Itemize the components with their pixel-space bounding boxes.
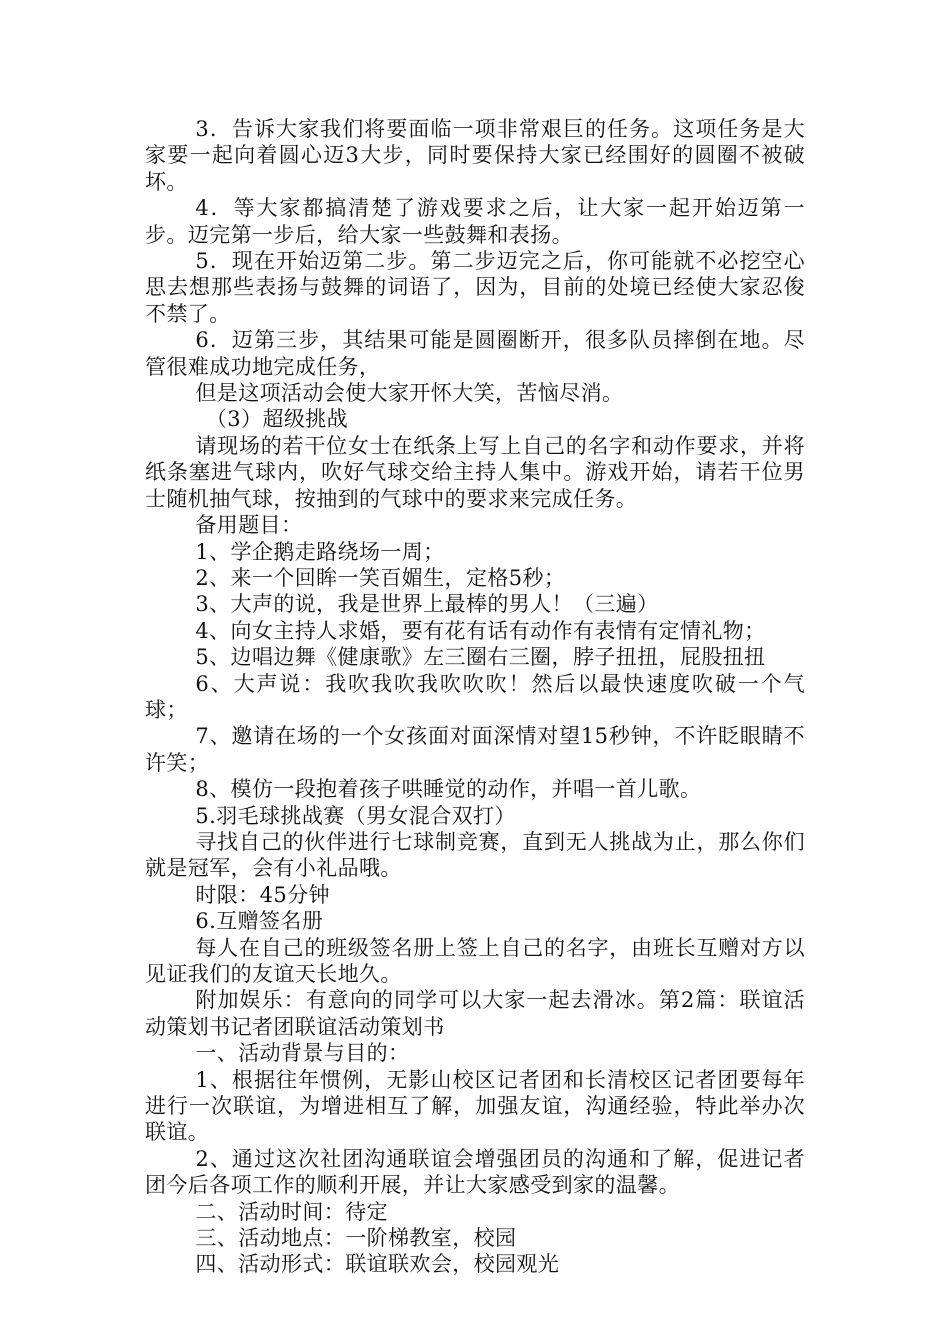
list-item: 1、学企鹅走路绕场一周；: [195, 539, 445, 564]
paragraph-step-6: 6．迈第三步，其结果可能是圆圈断开，很多队员摔倒在地。尽管很难成功地完成任务，: [145, 328, 805, 379]
paragraph-signature-book: 每人在自己的班级签名册上签上自己的名字，由班长互赠对方以见证我们的友谊天长地久。: [145, 935, 805, 986]
heading-signature-book: 6.互赠签名册: [195, 909, 324, 934]
paragraph-step-3: 3．告诉大家我们将要面临一项非常艰巨的任务。这项任务是大家要一起向着圆心迈3大步，同时要保持大家已经围好的圆圈不被破坏。: [145, 117, 805, 194]
paragraph-activity-format: 四、活动形式：联谊联欢会，校园观光: [195, 1252, 560, 1277]
list-item: 3、大声的说，我是世界上最棒的男人！（三遍）: [195, 592, 659, 617]
paragraph-extra-entertainment: 附加娱乐：有意向的同学可以大家一起去滑冰。第2篇：联谊活动策划书记者团联谊活动策划书: [145, 988, 805, 1039]
paragraph-purpose-2: 2、通过这次社团沟通联谊会增强团员的沟通和了解，促进记者团今后各项工作的顺利开展，并让大家感受到家的温馨。: [145, 1146, 805, 1198]
paragraph-activity-location: 三、活动地点：一阶梯教室，校园: [195, 1226, 517, 1251]
heading-super-challenge: （3）超级挑战: [205, 407, 349, 432]
list-item: 6、大声说：我吹我吹我吹吹吹！然后以最快速度吹破一个气球；: [145, 671, 805, 722]
list-item: 4、向女主持人求婚，要有花有话有动作有表情有定情礼物；: [195, 618, 766, 643]
paragraph-step-4: 4．等大家都搞清楚了游戏要求之后，让大家一起开始迈第一步。迈完第一步后，给大家一些鼓舞和表扬。: [145, 196, 805, 247]
paragraph-step-6-result: 但是这项活动会使大家开怀大笑，苦恼尽消。: [195, 381, 624, 406]
heading-badminton-challenge: 5.羽毛球挑战赛（男女混合双打）: [195, 803, 516, 828]
paragraph-super-challenge-rules: 请现场的若干位女士在纸条上写上自己的名字和动作要求，并将纸条塞进气球内，吹好气球交给主持人集中。游戏开始，请若干位男士随机抽气球，按抽到的气球中的要求来完成任务。: [145, 433, 805, 511]
paragraph-step-5: 5．现在开始迈第二步。第二步迈完之后，你可能就不必挖空心思去想那些表扬与鼓舞的词语了，因为，目前的处境已经使大家忍俊不禁了。: [145, 249, 805, 326]
document-body: [145, 116, 805, 1278]
paragraph-purpose-1: 1、根据往年惯例，无影山校区记者团和长清校区记者团要每年进行一次联谊，为增进相互了解，加强友谊，沟通经验，特此举办次联谊。: [145, 1067, 805, 1145]
heading-background-purpose: 一、活动背景与目的：: [195, 1041, 410, 1066]
heading-backup-questions: 备用题目：: [195, 513, 303, 538]
paragraph-activity-time: 二、活动时间：待定: [195, 1199, 388, 1224]
list-item: 7、邀请在场的一个女孩面对面深情对望15秒钟，不许眨眼睛不许笑；: [145, 724, 805, 775]
paragraph-badminton-rules: 寻找自己的伙伴进行七球制竞赛，直到无人挑战为止，那么你们就是冠军，会有小礼品哦。: [145, 829, 805, 881]
paragraph-time-limit: 时限：45分钟: [195, 882, 330, 907]
list-item: 8、模仿一段抱着孩子哄睡觉的动作，并唱一首儿歌。: [195, 777, 702, 802]
list-item: 5、边唱边舞《健康歌》左三圈右三圈，脖子扭扭，屁股扭扭: [195, 645, 766, 670]
list-item: 2、来一个回眸一笑百媚生，定格5秒；: [195, 565, 566, 590]
